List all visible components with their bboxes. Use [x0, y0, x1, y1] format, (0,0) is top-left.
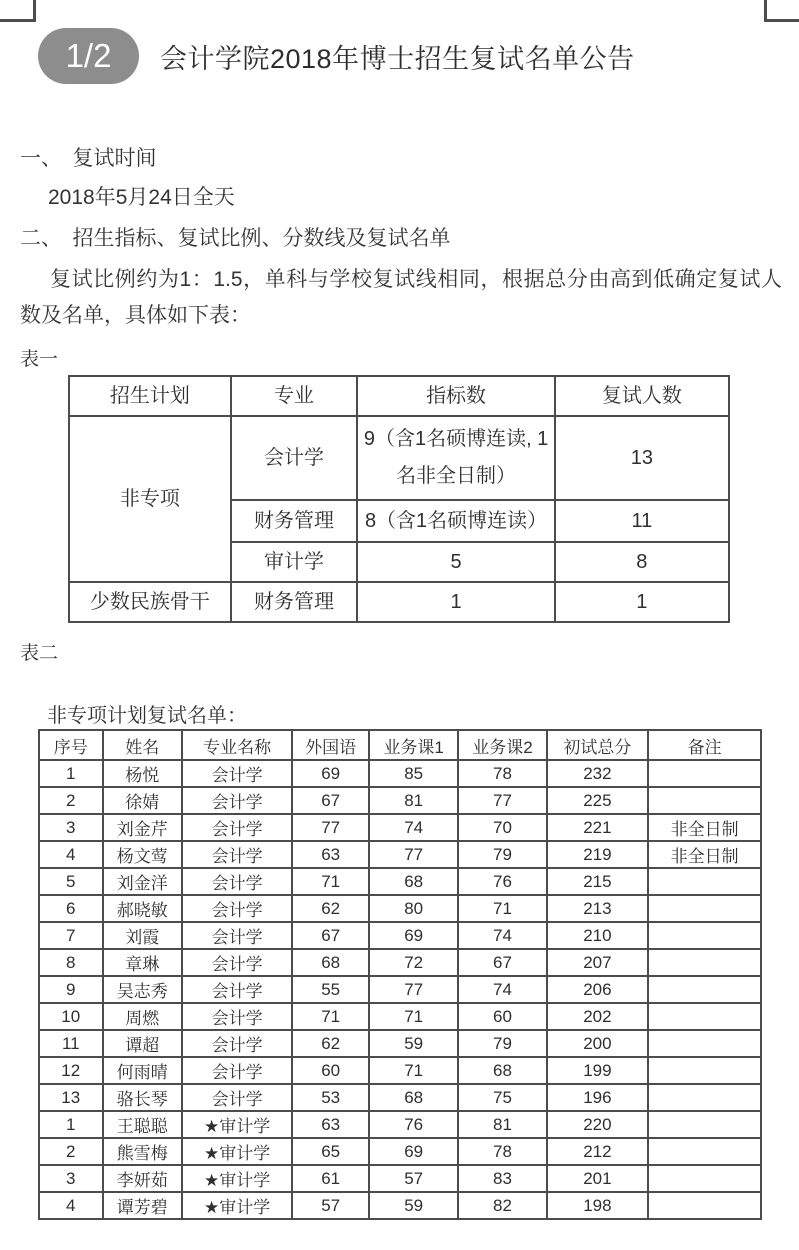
table-cell: 71	[369, 1003, 459, 1030]
table-cell	[648, 1057, 761, 1084]
table-cell: 57	[292, 1192, 369, 1219]
table-cell: 9（含1名硕博连读, 1名非全日制）	[357, 416, 554, 500]
column-header: 外国语	[292, 730, 369, 760]
table-cell: 会计学	[182, 841, 292, 868]
table-cell: 76	[458, 868, 546, 895]
table-cell: 财务管理	[231, 500, 358, 542]
table-cell: 60	[292, 1057, 369, 1084]
table-cell: 8	[555, 542, 729, 582]
table-cell: 周燃	[103, 1003, 182, 1030]
table-cell: 刘金芹	[103, 814, 182, 841]
table-row	[39, 1111, 761, 1138]
table-cell	[648, 895, 761, 922]
table-cell: 67	[292, 922, 369, 949]
candidates-score-table	[38, 729, 762, 1220]
table-cell: 徐婧	[103, 787, 182, 814]
table-row	[69, 416, 729, 500]
table-cell: 1	[39, 1111, 103, 1138]
section-1-date: 2018年5月24日全天	[48, 186, 235, 209]
table-cell: 81	[458, 1111, 546, 1138]
table-cell: 会计学	[182, 787, 292, 814]
table-cell: 79	[458, 1030, 546, 1057]
table-cell: 77	[292, 814, 369, 841]
table-row	[39, 1003, 761, 1030]
table-cell: 81	[369, 787, 459, 814]
table-cell: 会计学	[182, 949, 292, 976]
table-cell: 非全日制	[648, 814, 761, 841]
table-cell: 69	[369, 1138, 459, 1165]
table-cell: 1	[555, 582, 729, 622]
table-cell: ★审计学	[182, 1138, 292, 1165]
table-cell: 谭超	[103, 1030, 182, 1057]
column-header: 专业名称	[182, 730, 292, 760]
column-header: 指标数	[357, 376, 554, 416]
table-row	[39, 868, 761, 895]
table-cell	[648, 760, 761, 787]
table-cell: 8（含1名硕博连读）	[357, 500, 554, 542]
column-header: 复试人数	[555, 376, 729, 416]
table-cell: 会计学	[182, 1003, 292, 1030]
table-cell: 59	[369, 1030, 459, 1057]
table-cell: 213	[547, 895, 649, 922]
table-cell: 61	[292, 1165, 369, 1192]
table-cell: 220	[547, 1111, 649, 1138]
table-cell: 207	[547, 949, 649, 976]
table-cell: 章琳	[103, 949, 182, 976]
column-header: 序号	[39, 730, 103, 760]
table-cell: 3	[39, 814, 103, 841]
table-cell: 74	[369, 814, 459, 841]
table-cell: 8	[39, 949, 103, 976]
table-cell: 232	[547, 760, 649, 787]
table-cell: 53	[292, 1084, 369, 1111]
table-row	[39, 1192, 761, 1219]
table-cell: 王聪聪	[103, 1111, 182, 1138]
table-cell: 郝晓敏	[103, 895, 182, 922]
table-cell: 206	[547, 976, 649, 1003]
table-cell: 55	[292, 976, 369, 1003]
table-cell: 196	[547, 1084, 649, 1111]
table-1-label: 表一	[20, 349, 59, 370]
table-row	[39, 1084, 761, 1111]
table-cell: 62	[292, 895, 369, 922]
table-cell: 财务管理	[231, 582, 358, 622]
document-header	[38, 28, 635, 84]
table-cell: 吴志秀	[103, 976, 182, 1003]
section-1-heading: 一、 复试时间	[20, 147, 157, 170]
table-cell: 68	[458, 1057, 546, 1084]
table-row	[39, 841, 761, 868]
table-cell: 杨文莺	[103, 841, 182, 868]
table-cell: 13	[39, 1084, 103, 1111]
table-cell: 57	[369, 1165, 459, 1192]
table-cell: 199	[547, 1057, 649, 1084]
table-row	[39, 787, 761, 814]
column-header: 姓名	[103, 730, 182, 760]
table-cell: 杨悦	[103, 760, 182, 787]
table-cell	[648, 976, 761, 1003]
table-cell: 221	[547, 814, 649, 841]
table-row	[39, 976, 761, 1003]
table-cell	[648, 1165, 761, 1192]
table-cell: 4	[39, 841, 103, 868]
table-cell: 215	[547, 868, 649, 895]
table-cell: 67	[458, 949, 546, 976]
table-cell: 63	[292, 1111, 369, 1138]
table-cell: 何雨晴	[103, 1057, 182, 1084]
admission-plan-table	[68, 375, 730, 623]
table-cell: 谭芳碧	[103, 1192, 182, 1219]
table-cell: 77	[369, 841, 459, 868]
table-2-label: 表二	[20, 643, 59, 664]
table-cell: 77	[369, 976, 459, 1003]
table-cell: 219	[547, 841, 649, 868]
table-row	[39, 814, 761, 841]
table-cell	[648, 868, 761, 895]
table-cell	[648, 1084, 761, 1111]
table-cell: ★审计学	[182, 1165, 292, 1192]
table-cell: ★审计学	[182, 1111, 292, 1138]
table-row	[39, 1165, 761, 1192]
table-cell: 骆长琴	[103, 1084, 182, 1111]
table-cell	[648, 787, 761, 814]
table-cell: 会计学	[182, 868, 292, 895]
table-cell: 会计学	[182, 814, 292, 841]
table-cell: 63	[292, 841, 369, 868]
section-2-heading: 二、 招生指标、复试比例、分数线及复试名单	[20, 227, 451, 250]
table-cell: 71	[292, 1003, 369, 1030]
table-cell: 83	[458, 1165, 546, 1192]
table-cell: 李妍茹	[103, 1165, 182, 1192]
page-title: 会计学院2018年博士招生复试名单公告	[160, 43, 635, 74]
column-header: 初试总分	[547, 730, 649, 760]
table-cell: 少数民族骨干	[69, 582, 231, 622]
table-cell: 10	[39, 1003, 103, 1030]
table-row	[39, 949, 761, 976]
table-cell: 审计学	[231, 542, 358, 582]
table-header-row	[69, 376, 729, 416]
table-cell: 80	[369, 895, 459, 922]
table-cell: 12	[39, 1057, 103, 1084]
table-cell: 69	[292, 760, 369, 787]
table-cell: 4	[39, 1192, 103, 1219]
table-row	[69, 582, 729, 622]
table-cell: 76	[369, 1111, 459, 1138]
table-cell	[648, 922, 761, 949]
column-header: 招生计划	[69, 376, 231, 416]
table-cell: 68	[369, 1084, 459, 1111]
table-cell: 1	[39, 760, 103, 787]
table-cell: 70	[458, 814, 546, 841]
table-cell: 68	[369, 868, 459, 895]
table-cell: 202	[547, 1003, 649, 1030]
table-cell: 13	[555, 416, 729, 500]
table-cell	[648, 1111, 761, 1138]
table-cell: 65	[292, 1138, 369, 1165]
table-cell: 72	[369, 949, 459, 976]
table-row	[39, 922, 761, 949]
table-cell: 74	[458, 976, 546, 1003]
column-header: 业务课1	[369, 730, 459, 760]
table-cell: 2	[39, 787, 103, 814]
table-cell: 会计学	[182, 922, 292, 949]
crop-corner-right	[764, 0, 799, 22]
table-cell: 7	[39, 922, 103, 949]
table-cell: ★审计学	[182, 1192, 292, 1219]
table-cell: 9	[39, 976, 103, 1003]
column-header: 业务课2	[458, 730, 546, 760]
table-cell: 会计学	[182, 1030, 292, 1057]
table-cell: 会计学	[182, 1057, 292, 1084]
table-cell: 225	[547, 787, 649, 814]
page-number-badge: 1/2	[38, 28, 139, 84]
table-cell: 71	[292, 868, 369, 895]
table-cell: 82	[458, 1192, 546, 1219]
table-cell: 69	[369, 922, 459, 949]
table-cell: 熊雪梅	[103, 1138, 182, 1165]
table-cell: 210	[547, 922, 649, 949]
table-cell: 59	[369, 1192, 459, 1219]
table-cell: 会计学	[182, 1084, 292, 1111]
table-cell: 60	[458, 1003, 546, 1030]
table-cell: 刘金洋	[103, 868, 182, 895]
table-cell: 11	[39, 1030, 103, 1057]
column-header: 专业	[231, 376, 358, 416]
table-cell: 201	[547, 1165, 649, 1192]
table-cell: 71	[369, 1057, 459, 1084]
table-cell	[648, 1192, 761, 1219]
table-cell: 3	[39, 1165, 103, 1192]
table-cell	[648, 949, 761, 976]
table-cell: 会计学	[182, 895, 292, 922]
table-cell	[648, 1003, 761, 1030]
table-cell: 78	[458, 760, 546, 787]
table-cell: 5	[357, 542, 554, 582]
table-cell	[648, 1030, 761, 1057]
table-cell: 75	[458, 1084, 546, 1111]
table-cell: 77	[458, 787, 546, 814]
table-cell: 85	[369, 760, 459, 787]
table-cell: 会计学	[182, 760, 292, 787]
table-cell: 11	[555, 500, 729, 542]
table-cell: 2	[39, 1138, 103, 1165]
table-cell: 200	[547, 1030, 649, 1057]
table-cell	[648, 1138, 761, 1165]
table-cell: 71	[458, 895, 546, 922]
table-cell: 会计学	[231, 416, 358, 500]
table-cell: 67	[292, 787, 369, 814]
table-cell: 会计学	[182, 976, 292, 1003]
table-row	[39, 1057, 761, 1084]
table-row	[39, 1138, 761, 1165]
table-row	[39, 1030, 761, 1057]
table-row	[39, 895, 761, 922]
table-cell: 198	[547, 1192, 649, 1219]
table-cell: 212	[547, 1138, 649, 1165]
column-header: 备注	[648, 730, 761, 760]
table-cell: 78	[458, 1138, 546, 1165]
table-2-caption: 非专项计划复试名单：	[47, 705, 247, 727]
section-2-paragraph: 复试比例约为1：1.5，单科与学校复试线相同，根据总分由高到低确定复试人数及名单，具体如下表：	[20, 268, 782, 327]
table-cell: 非专项	[69, 416, 231, 582]
table-cell: 刘霞	[103, 922, 182, 949]
table-header-row	[39, 730, 761, 760]
table-cell: 74	[458, 922, 546, 949]
table-cell: 5	[39, 868, 103, 895]
table-cell: 62	[292, 1030, 369, 1057]
table-cell: 79	[458, 841, 546, 868]
crop-corner-left	[0, 0, 36, 22]
table-row	[39, 760, 761, 787]
table-cell: 非全日制	[648, 841, 761, 868]
table-cell: 1	[357, 582, 554, 622]
table-cell: 6	[39, 895, 103, 922]
table-cell: 68	[292, 949, 369, 976]
